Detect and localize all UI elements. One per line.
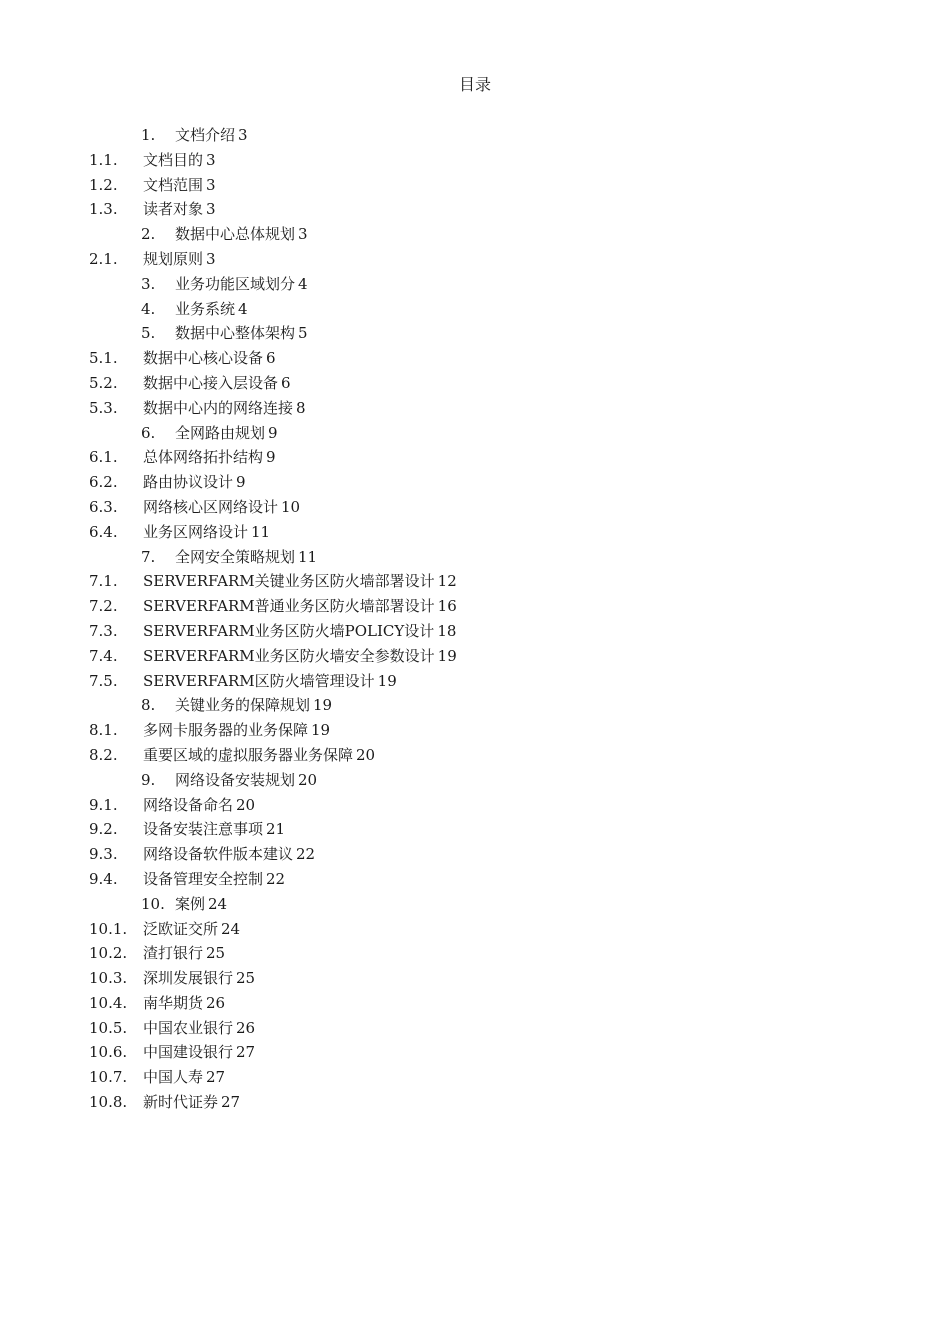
toc-entry-page-number: 19 — [437, 646, 457, 665]
toc-entry-text-group — [143, 520, 270, 545]
toc-entry-text-group — [143, 1065, 225, 1090]
toc-entry-number: 1.2. — [89, 175, 118, 194]
toc-entry-page-number: 27 — [206, 1068, 226, 1087]
toc-section-entry[interactable] — [0, 1040, 950, 1065]
toc-entry-title: 南华期货 — [143, 993, 204, 1012]
toc-entry-text-group — [143, 396, 306, 421]
toc-section-entry[interactable] — [0, 1016, 950, 1041]
toc-entry-number: 10.4. — [89, 993, 128, 1012]
toc-entry-title: 总体网络拓扑结构 — [143, 448, 264, 467]
toc-entry-title: SERVERFARM关键业务区防火墙部署设计 — [143, 572, 435, 591]
toc-entry-number: 10. — [141, 894, 165, 913]
toc-entry-text-group — [143, 594, 457, 619]
toc-chapter-entry[interactable] — [0, 222, 950, 247]
toc-entry-text-group — [143, 346, 276, 371]
toc-entry-title: SERVERFARM普通业务区防火墙部署设计 — [143, 597, 435, 616]
toc-entry-page-number: 3 — [238, 126, 248, 144]
toc-entry-number: 3. — [141, 274, 156, 293]
toc-entry-page-number: 3 — [206, 150, 216, 169]
toc-entry-title: 案例 — [175, 894, 206, 913]
toc-section-entry[interactable] — [0, 718, 950, 743]
toc-entry-number: 5.1. — [89, 349, 118, 368]
toc-section-entry[interactable] — [0, 991, 950, 1016]
toc-section-entry[interactable] — [0, 793, 950, 818]
toc-entry-page-number: 10 — [281, 497, 301, 516]
toc-entry-number: 1.3. — [89, 200, 118, 219]
toc-entry-page-number: 9 — [236, 473, 246, 492]
toc-entry-text-group — [143, 991, 225, 1016]
toc-entry-text-group — [143, 793, 255, 818]
toc-entry-title: 网络设备命名 — [143, 795, 234, 814]
toc-entry-number: 9.3. — [89, 845, 118, 864]
toc-entry-text-group — [143, 1090, 240, 1115]
toc-entry-title: SERVERFARM业务区防火墙安全参数设计 — [143, 646, 435, 665]
toc-entry-text-group — [143, 247, 216, 272]
toc-entry-number: 1. — [141, 126, 156, 144]
toc-entry-page-number: 20 — [298, 770, 318, 789]
toc-section-entry[interactable] — [0, 569, 950, 594]
toc-entry-text-group — [175, 321, 308, 346]
toc-entry-number: 9.4. — [89, 869, 118, 888]
toc-section-entry[interactable] — [0, 1065, 950, 1090]
toc-entry-text-group — [175, 272, 308, 297]
toc-entry-number: 6.2. — [89, 473, 118, 492]
toc-entry-number: 2.1. — [89, 249, 118, 268]
toc-entry-text-group — [175, 892, 227, 917]
toc-entry-text-group — [143, 569, 457, 594]
toc-entry-page-number: 3 — [298, 225, 308, 244]
toc-chapter-entry[interactable] — [0, 892, 950, 917]
toc-entry-number: 7.4. — [89, 646, 118, 665]
toc-entry-text-group — [143, 371, 291, 396]
toc-entry-number: 5.3. — [89, 398, 118, 417]
toc-entry-title: 设备管理安全控制 — [143, 869, 264, 888]
toc-entry-page-number: 3 — [206, 249, 216, 268]
toc-entry-text-group — [143, 817, 285, 842]
toc-chapter-entry[interactable] — [0, 272, 950, 297]
toc-chapter-entry[interactable] — [0, 545, 950, 570]
toc-entry-number: 10.5. — [89, 1018, 128, 1037]
toc-entry-page-number: 11 — [298, 547, 318, 566]
toc-entry-number: 9.2. — [89, 820, 118, 839]
toc-entry-number: 6.1. — [89, 448, 118, 467]
toc-entry-page-number: 24 — [221, 919, 241, 938]
toc-entry-number: 4. — [141, 299, 156, 318]
toc-entry-page-number: 24 — [208, 894, 228, 913]
toc-chapter-entry[interactable] — [0, 321, 950, 346]
toc-entry-title: 规划原则 — [143, 249, 204, 268]
toc-entry-title: 全网安全策略规划 — [175, 547, 296, 566]
toc-chapter-entry[interactable] — [0, 421, 950, 446]
toc-entry-title: 业务系统 — [175, 299, 236, 318]
toc-entry-title: 中国农业银行 — [143, 1018, 234, 1037]
toc-entry-page-number: 22 — [296, 845, 316, 864]
toc-section-entry[interactable] — [0, 445, 950, 470]
toc-entry-title: 文档范围 — [143, 175, 204, 194]
toc-chapter-entry[interactable] — [0, 693, 950, 718]
toc-entry-title: 读者对象 — [143, 200, 204, 219]
toc-section-entry[interactable] — [0, 148, 950, 173]
toc-entry-number: 10.2. — [89, 944, 128, 963]
toc-entry-number: 2. — [141, 225, 156, 244]
toc-entry-title: 中国建设银行 — [143, 1043, 234, 1062]
toc-section-entry[interactable] — [0, 470, 950, 495]
toc-entry-text-group — [143, 842, 315, 867]
toc-entry-title: 设备安装注意事项 — [143, 820, 264, 839]
toc-entry-title: 数据中心总体规划 — [175, 225, 296, 244]
toc-section-entry[interactable] — [0, 644, 950, 669]
toc-entry-page-number: 12 — [437, 572, 457, 591]
toc-entry-page-number: 9 — [268, 423, 278, 442]
table-of-contents — [0, 123, 950, 1115]
toc-entry-title: SERVERFARM区防火墙管理设计 — [143, 671, 375, 690]
toc-chapter-entry[interactable] — [0, 768, 950, 793]
toc-entry-number: 1.1. — [89, 150, 118, 169]
toc-entry-page-number: 25 — [236, 969, 256, 988]
toc-entry-title: 数据中心接入层设备 — [143, 373, 279, 392]
toc-entry-number: 8. — [141, 696, 156, 715]
toc-entry-page-number: 20 — [236, 795, 256, 814]
toc-entry-page-number: 22 — [266, 869, 286, 888]
toc-entry-text-group — [143, 941, 225, 966]
toc-entry-page-number: 6 — [281, 373, 291, 392]
toc-entry-title: 关键业务的保障规划 — [175, 696, 311, 715]
toc-entry-text-group — [143, 917, 240, 942]
toc-entry-text-group — [175, 768, 317, 793]
toc-entry-text-group — [143, 1016, 255, 1041]
toc-section-entry[interactable] — [0, 867, 950, 892]
toc-entry-title: SERVERFARM业务区防火墙POLICY设计 — [143, 621, 435, 640]
toc-entry-number: 10.8. — [89, 1093, 128, 1112]
toc-chapter-entry[interactable] — [0, 297, 950, 322]
toc-entry-page-number: 3 — [206, 175, 216, 194]
toc-entry-title: 数据中心内的网络连接 — [143, 398, 294, 417]
toc-entry-text-group — [143, 644, 457, 669]
toc-entry-title: 新时代证券 — [143, 1093, 219, 1112]
toc-entry-page-number: 19 — [313, 696, 333, 715]
toc-entry-page-number: 26 — [236, 1018, 256, 1037]
toc-entry-text-group — [143, 173, 216, 198]
toc-section-entry[interactable] — [0, 619, 950, 644]
toc-entry-text-group — [143, 966, 255, 991]
toc-entry-title: 渣打银行 — [143, 944, 204, 963]
toc-entry-number: 6.3. — [89, 497, 118, 516]
toc-section-entry[interactable] — [0, 346, 950, 371]
toc-entry-page-number: 4 — [238, 299, 248, 318]
toc-entry-title: 网络设备软件版本建议 — [143, 845, 294, 864]
toc-entry-text-group — [175, 693, 332, 718]
toc-entry-text-group — [175, 421, 278, 446]
toc-entry-title: 网络核心区网络设计 — [143, 497, 279, 516]
toc-entry-title: 数据中心核心设备 — [143, 349, 264, 368]
toc-entry-page-number: 20 — [356, 745, 376, 764]
toc-entry-page-number: 6 — [266, 349, 276, 368]
toc-entry-title: 多网卡服务器的业务保障 — [143, 721, 309, 740]
toc-title: 目录 — [458, 75, 491, 94]
toc-entry-text-group — [175, 545, 317, 570]
toc-entry-title: 全网路由规划 — [175, 423, 266, 442]
toc-entry-text-group — [143, 867, 285, 892]
toc-entry-page-number: 19 — [377, 671, 397, 690]
toc-section-entry[interactable] — [0, 669, 950, 694]
toc-section-entry[interactable] — [0, 495, 950, 520]
toc-entry-number: 7. — [141, 547, 156, 566]
toc-entry-title: 路由协议设计 — [143, 473, 234, 492]
toc-entry-title: 业务区网络设计 — [143, 522, 249, 541]
toc-entry-number: 10.3. — [89, 969, 128, 988]
toc-entry-number: 10.1. — [89, 919, 128, 938]
toc-entry-number: 10.7. — [89, 1068, 128, 1087]
toc-entry-number: 7.1. — [89, 572, 118, 591]
toc-entry-page-number: 5 — [298, 324, 308, 343]
toc-section-entry[interactable] — [0, 842, 950, 867]
toc-section-entry[interactable] — [0, 966, 950, 991]
toc-entry-number: 5.2. — [89, 373, 118, 392]
toc-entry-page-number: 16 — [437, 597, 457, 616]
toc-entry-page-number: 25 — [206, 944, 226, 963]
toc-section-entry[interactable] — [0, 520, 950, 545]
toc-entry-title: 业务功能区域划分 — [175, 274, 296, 293]
toc-entry-page-number: 11 — [251, 522, 271, 541]
toc-entry-page-number: 8 — [296, 398, 306, 417]
toc-entry-text-group — [175, 123, 248, 148]
toc-section-entry[interactable] — [0, 817, 950, 842]
toc-entry-page-number: 9 — [266, 448, 276, 467]
toc-entry-text-group — [175, 297, 248, 322]
toc-entry-title: 数据中心整体架构 — [175, 324, 296, 343]
toc-entry-page-number: 27 — [236, 1043, 256, 1062]
toc-entry-title: 网络设备安装规划 — [175, 770, 296, 789]
toc-entry-page-number: 18 — [437, 621, 457, 640]
toc-entry-page-number: 27 — [221, 1093, 241, 1112]
toc-chapter-entry[interactable] — [0, 123, 950, 148]
toc-entry-text-group — [143, 197, 216, 222]
toc-entry-text-group — [143, 718, 330, 743]
toc-entry-text-group — [143, 669, 397, 694]
toc-section-entry[interactable] — [0, 371, 950, 396]
toc-section-entry[interactable] — [0, 396, 950, 421]
toc-entry-page-number: 3 — [206, 200, 216, 219]
toc-section-entry[interactable] — [0, 197, 950, 222]
toc-entry-number: 5. — [141, 324, 156, 343]
toc-entry-text-group — [175, 222, 308, 247]
toc-entry-text-group — [143, 148, 216, 173]
toc-entry-title: 文档介绍 — [175, 126, 236, 144]
toc-entry-title: 泛欧证交所 — [143, 919, 219, 938]
toc-entry-page-number: 26 — [206, 993, 226, 1012]
toc-entry-number: 9.1. — [89, 795, 118, 814]
toc-section-entry[interactable] — [0, 743, 950, 768]
toc-section-entry[interactable] — [0, 247, 950, 272]
toc-entry-number: 6.4. — [89, 522, 118, 541]
toc-section-entry[interactable] — [0, 594, 950, 619]
toc-entry-title: 文档目的 — [143, 150, 204, 169]
toc-entry-number: 7.2. — [89, 597, 118, 616]
toc-section-entry[interactable] — [0, 1090, 950, 1115]
toc-entry-text-group — [143, 445, 276, 470]
toc-entry-text-group — [143, 495, 300, 520]
toc-entry-text-group — [143, 1040, 255, 1065]
toc-entry-page-number: 21 — [266, 820, 286, 839]
toc-entry-number: 7.5. — [89, 671, 118, 690]
toc-entry-page-number: 19 — [311, 721, 331, 740]
toc-section-entry[interactable] — [0, 941, 950, 966]
toc-section-entry[interactable] — [0, 917, 950, 942]
toc-entry-title: 深圳发展银行 — [143, 969, 234, 988]
toc-entry-number: 6. — [141, 423, 156, 442]
toc-entry-title: 中国人寿 — [143, 1068, 204, 1087]
toc-entry-number: 8.2. — [89, 745, 118, 764]
toc-section-entry[interactable] — [0, 173, 950, 198]
toc-entry-text-group — [143, 743, 375, 768]
toc-entry-text-group — [143, 619, 456, 644]
toc-entry-number: 8.1. — [89, 721, 118, 740]
toc-entry-title: 重要区域的虚拟服务器业务保障 — [143, 745, 354, 764]
toc-entry-number: 10.6. — [89, 1043, 128, 1062]
toc-entry-text-group — [143, 470, 246, 495]
toc-entry-number: 9. — [141, 770, 156, 789]
toc-entry-page-number: 4 — [298, 274, 308, 293]
toc-entry-number: 7.3. — [89, 621, 118, 640]
